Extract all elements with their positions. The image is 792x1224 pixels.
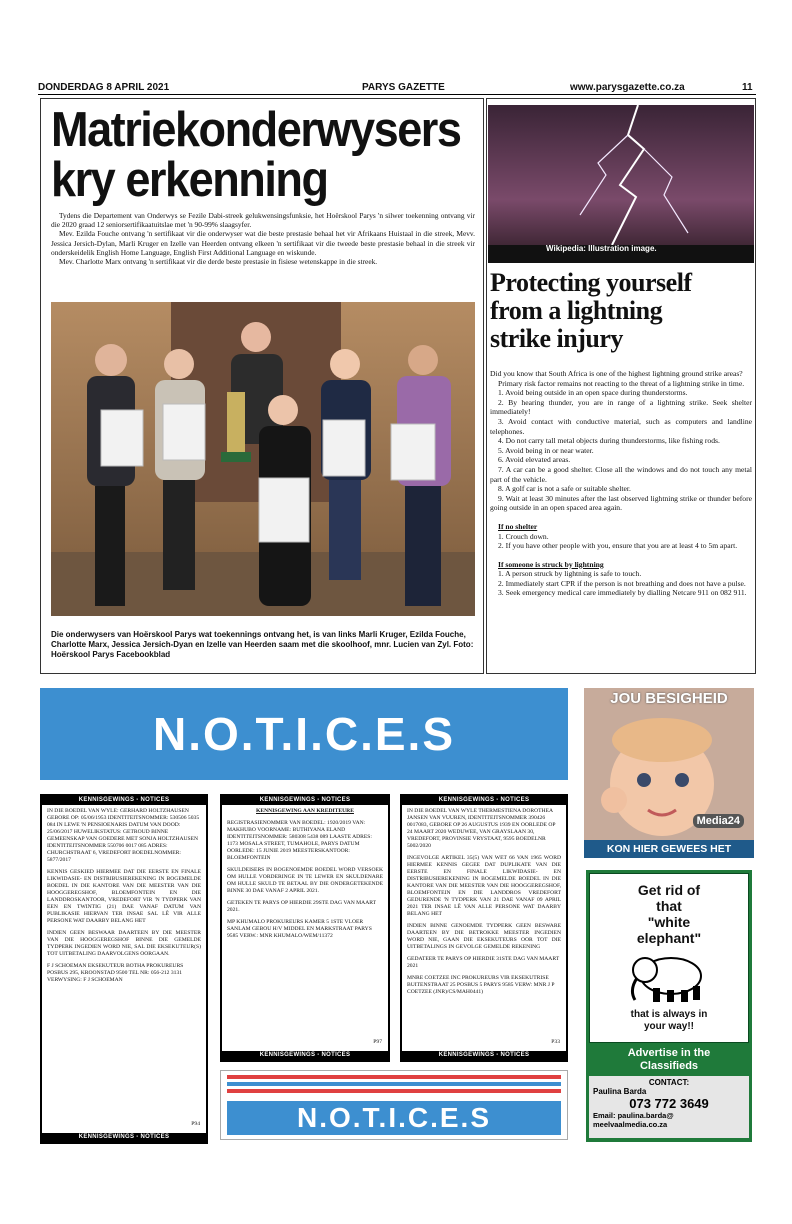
notice-text: KENNISGEWING AAN KREDITEURE REGISTRASIENOMMER VAN BOEDEL: 1920/2019 VAN: MAKHUBO VOORNAME: BUTHIYANA ELAND IDENTITEITSNOMMER: 580308 5438 089 LAASTE ADRES: 1173 MOSALA STREET, TUMAHOLE, PARYS DATUM OORLEDE: 15 JUNIE 2019 MEESTERSKANTOOR: BLOEMFONTEIN SKULDEISERS IN BOGENOEMDE BOEDEL WORD VERSOEK OM HULLE VORDERINGE IN TE LEWER EN SKULDENARE OM HULLE SKULD TE BETAAL BY DIE ONDERGETEKENDE BINNE 30 DAE VANAF 2 APRIL 2021. GETEKEN TE PARYS OP HIERDIE 29STE DAG VAN MAART 2021. MP KHUMALO PROKUREURS KAMER 5 1STE VLOER SANLAM GEBOU H/V MIDDEL EN MARKSTRAAT PARYS 9585 VERW.: MNR KHUMALO/WEM/11372 <box>227 808 383 939</box>
teachers-photo <box>51 302 475 616</box>
lightning-photo <box>488 105 754 263</box>
notices-banner-small <box>220 1070 568 1140</box>
lightning-body: Did you know that South Africa is one of the highest lightning ground strike areas? Primary risk factor remains not reacting to the threat of a lightning strike in time. 1. Avoid being outside in an open space during thunderstorms. 2. By hearing thunder, you are in range of a lightning strike. Seek shelter immediately! 3. Avoid contact with conductive material, such as computers and landline telephones. 4. Do not carry tall metal objects during thunderstorms, like fishing rods. 5. Avoid being in or near water. 6. Avoid elevated areas. 7. A car can be a good shelter. Close all the windows and do not touch any metal part of the vehicle. 8. A golf car is not a safe or suitable shelter. 9. Wait at least 30 minutes after the last observed lightning strike or thunder before going outside in an open spaced area again. If no shelter 1. Crouch down. 2. If you have other people with you, ensure that you are at least 4 to 5m apart. If someone is struck by lightning 1. A person struck by lightning is safe to touch. 2. Immediately start CPR if the person is not breathing and does not have a pulse. 3. Seek emergency medical care immediately by dialling Netcare 911 on 082 911. <box>490 369 752 598</box>
notice-tag: KENNISGEWINGS - NOTICES <box>42 796 206 805</box>
notice-creditors <box>220 794 390 1062</box>
article-headline: Matriekonderwysers kry erkenning <box>51 103 461 207</box>
ad-media24-title: JOU BESIGHEID <box>610 690 728 707</box>
notice-estate-jansen <box>400 794 568 1062</box>
notices-banner-small-text: N.O.T.I.C.E.S <box>227 1101 561 1135</box>
notice-text: IN DIE BOEDEL VAN WYLE THERMESTIENA DOROTHEA JANSEN VAN VUUREN, IDENTITEITSNOMMER 390426 0017083, GEBORE OP 26 AUGUSTUS 1939 EN OORLEDE OP 24 MAART 2020 WEDUWEE, VAN GRAYSLAAN 30, VREDEFORT, PROVINSIE VRYSTAAT, 9595 BOEDELNR 5002/2020 INGEVOLGE ARTIKEL 35(5) VAN WET 66 VAN 1965 WORD HIERMEE KENNIS GEGEE DAT DUPLIKATE VAN DIE EERSTE EN FINALE LIKWIDASIE- EN DISTRIBUSIEREKENING IN BOGEMELDE BOEDEL IN DIE KANTORE VAN DIE MEESTER VAN DIE HOOGGEREGSHOF, BLOEMFONTEIN EN DIE LANDDROS VREDEFORT GEDURENDE 'N TYDPERK VAN 21 DAE VANAF 09 APRIL 2021 TER INSAE LÊ VAN ALLE PERSONE WAT DAARBY BELANG HET INDIEN BINNE GENOEMDE TYDPERK GEEN BESWARE DAARTEEN BY DIE BETROKKE MEESTER INGEDIEN WORD NIE, GAAN DIE EKSEKUTEURS OOR TOT DIE UITBETALINGS IN GEVOLGE GEMELDE REKENING GEDATEER TE PARYS OP HIERDIE 31STE DAG VAN MAART 2021 MNRE COETZEE INC PROKUREURS VIR EKSEKUTRISE BUITENSTRAAT 25 POSBUS 5 PARYS 9585 VERW: MNR J P COETZEE (JNR)/CS/MAH0441) <box>407 808 561 995</box>
page-number: 11 <box>742 82 753 93</box>
contact-phone[interactable]: 073 772 3649 <box>629 1096 709 1111</box>
header-url[interactable]: www.parysgazette.co.za <box>570 82 685 93</box>
header-rule <box>38 94 756 95</box>
notice-ref: P97 <box>373 1039 382 1045</box>
ad-classifieds[interactable] <box>586 870 752 1142</box>
notice-tag: KENNISGEWINGS - NOTICES <box>402 796 566 805</box>
lightning-photo-art <box>488 105 754 263</box>
media24-logo: Media24 <box>693 814 744 828</box>
notice-tag-bottom: KENNISGEWINGS - NOTICES <box>402 1051 566 1060</box>
article-lightning <box>486 98 756 674</box>
notice-text: IN DIE BOEDEL VAN WYLE: GERHARD HOLTZHAUSEN GEBORE OP: 05/06/1953 IDENTITEITSNOMMER: 530506 5035 084 IN LEWE 'N PENSIOENARIS DATUM VAN DOOD: 25/06/2017 HUWELIKSTATUS: GETROUD BINNE GEMEENSKAP VAN GOEDERE MET SONJA HOLTZHAUSEN IDENTITEITSNOMMER 550706 0017 085 ADRES: CHURCHSTRAAT 6, VREDEFORT BOEDELNOMMER: 5877/2017 KENNIS GESKIED HIERMEE DAT DIE EERSTE EN FINALE LIKWIDASIE- EN DISTRIBUSIEREKENING IN BOGEMELDE BOEDEL IN DIE KANTORE VAN DIE MEESTER VAN DIE HOOGGEREGSHOF, BLOEMFONTEIN EN DIE LANDDROSKANTOOR, VREDEFORT VIR 'N TYDPERK VAN EEN EN TWINTIG (21) DAE VANAF DATUM VAN PUBLIKASIE HIERVAN TER INSAE SAL LÊ VIR ALLE PERSONE WAT DAARBY BELANG HET INDIEN GEEN BESWAAR DAARTEEN BY DIE MEESTER VAN DIE HOOGGEREGSHOF BINNE DIE GEMELDE TYDPERK INGEDIEN WORD NIE, SAL DIE EKSEKUTEUR(S) TOT UITBETALING DAARVOLGENS OORGAAN. F J SCHOEMAN EKSEKUTEUR BOTHA PROKUREURS POSBUS 295, KROONSTAD 9500 TEL NR: 056-212 3131 VERWYSING: F J SCHOEMAN <box>47 808 201 983</box>
notice-ref: P33 <box>551 1039 560 1045</box>
photo-caption: Die onderwysers van Hoërskool Parys wat toekennings ontvang het, is van links Marli Kruger, Ezilda Fouche, Charlotte Marx, Jessica Jersich-Dyan en Izelle van Heerden saam met die skoolhoof, mnr. Lucien van Zyl. Foto: Hoërskool Parys Facebookblad <box>51 630 474 659</box>
ad-classifieds-panel: Get rid of that "white elephant" that is always in your way!! <box>589 873 749 1043</box>
header-date: DONDERDAG 8 APRIL 2021 <box>38 82 170 93</box>
teachers-photo-art <box>51 302 475 616</box>
notices-banner: N.O.T.I.C.E.S <box>40 688 568 780</box>
ad-contact: CONTACT: Paulina Barda 073 772 3649 Email: paulina.barda@ meelvaalmedia.co.za <box>589 1076 749 1138</box>
notice-tag-bottom: KENNISGEWINGS - NOTICES <box>42 1133 206 1142</box>
article-teachers <box>40 98 484 674</box>
ad-classifieds-cta: Advertise in the Classifieds <box>627 1047 711 1072</box>
notice-tag: KENNISGEWINGS - NOTICES <box>222 796 388 805</box>
baby-illustration <box>584 688 754 858</box>
photo-credit: Wikipedia: Illustration image. <box>546 244 657 253</box>
notice-ref: P94 <box>191 1121 200 1127</box>
contact-email[interactable]: Email: paulina.barda@ <box>593 1111 674 1120</box>
lightning-headline: Protecting yourself from a lightning strike injury <box>490 268 692 353</box>
notice-estate-holtzhausen <box>40 794 208 1144</box>
header-paper: PARYS GAZETTE <box>362 82 445 93</box>
article-body: Tydens die Departement van Onderwys se Fezile Dabi-streek gelukwensingsfunksie, het Hoërskool Parys 'n silwer toekenning ontvang vir die 2020 graad 12 seniorsertifikaatuitslae met 'n 90-99% slaagsyfer. Mev. Ezilda Fouche ontvang 'n sertifikaat vir die onderwyser wat die beste prestasie behaal het vir Afrikaans Huistaal in die streek, Mevv. Jessica Jersich-Dylan, Marli Kruger en Izelle van Heerden ontvang elkeen 'n sertifikaat vir die tweede beste prestasie behaal in die streek vir onderskeidelik English Home Language, English First Additional Language en wiskunde. Mev. Charlotte Marx ontvang 'n sertifikaat vir die derde beste prestasie in fisiese wetenskappe in die streek. <box>51 211 475 267</box>
elephant-icon <box>619 950 719 1006</box>
ad-media24-slogan: KON HIER GEWEES HET <box>584 840 754 858</box>
ad-media24[interactable] <box>584 688 754 858</box>
notice-tag-bottom: KENNISGEWINGS - NOTICES <box>222 1051 388 1060</box>
